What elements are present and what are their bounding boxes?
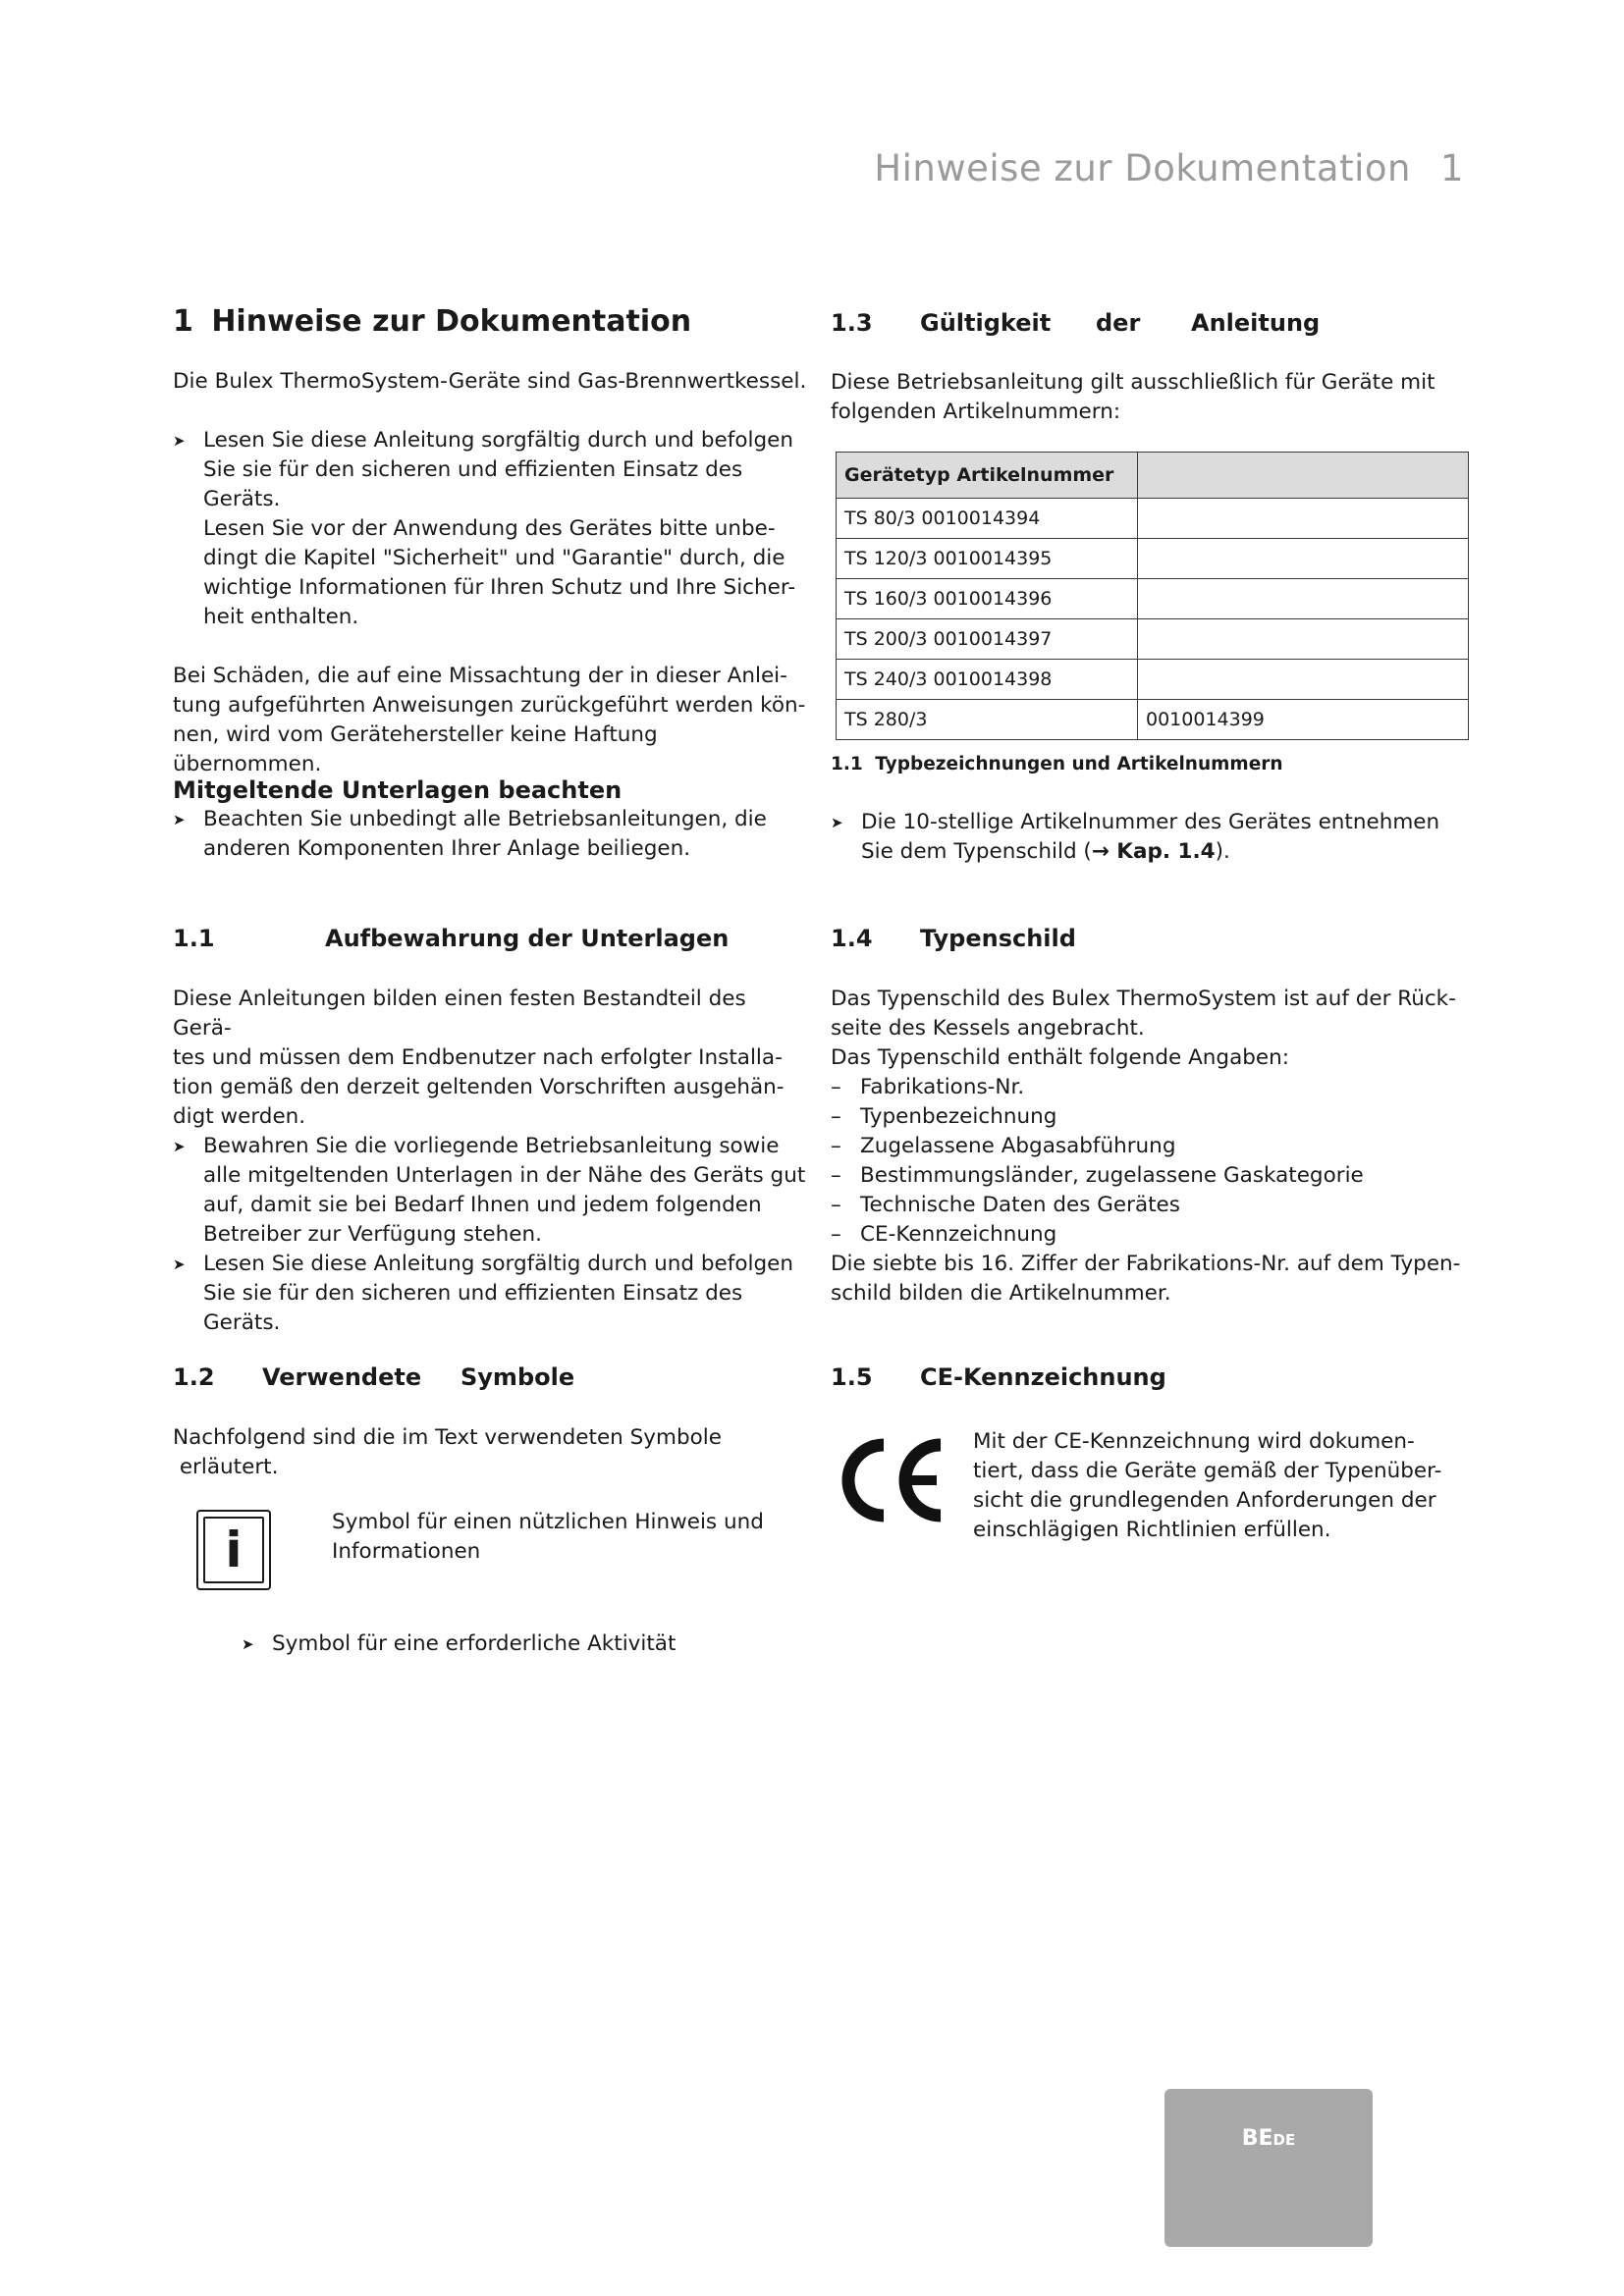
section-1-5-title: CE-Kennzeichnung: [920, 1363, 1166, 1391]
text-line: folgenden Artikelnummern:: [831, 400, 1121, 424]
section-1-4: [831, 923, 1469, 954]
running-header-title: Hinweise zur Dokumentation: [874, 147, 1411, 189]
text-line: tung aufgeführten Anweisungen zurückgeführt werden kön-: [173, 693, 806, 718]
table-cell: TS 280/3: [837, 700, 1138, 740]
section-1-bullet-1: [173, 426, 811, 632]
text-line: Lesen Sie vor der Anwendung des Gerätes bitte unbe-: [203, 516, 776, 541]
text-line: Diese Anleitungen bilden einen festen Bestandteil des Gerä-: [173, 987, 746, 1041]
table-cell: TS 120/3 0010014395: [837, 539, 1138, 579]
text-line: anderen Komponenten Ihrer Anlage beiliegen.: [203, 836, 691, 861]
section-1-2-title-word-2: Symbole: [460, 1363, 575, 1391]
text-line: dingt die Kapitel "Sicherheit" und "Garantie" durch, die: [203, 546, 785, 570]
action-bullet: [242, 1629, 831, 1659]
table-header-row: [837, 453, 1469, 499]
list-item: – Typenbezeichnung: [831, 1102, 1469, 1132]
table-row: [837, 579, 1469, 619]
text-line: Betreiber zur Verfügung stehen.: [203, 1222, 542, 1247]
info-icon: [196, 1510, 271, 1590]
table-row: [837, 499, 1469, 539]
running-header: [874, 147, 1464, 189]
text-line: Bei Schäden, die auf eine Missachtung der in dieser Anlei-: [173, 664, 787, 688]
ce-mark-icon: [835, 1431, 948, 1533]
table-caption: [831, 750, 1469, 779]
text-line: Die siebte bis 16. Ziffer der Fabrikations-Nr. auf dem Typen-: [831, 1252, 1461, 1276]
table-cell: 0010014399: [1138, 700, 1469, 740]
related-documents-block: [173, 775, 811, 864]
table-caption-text: Typbezeichnungen und Artikelnummern: [875, 754, 1283, 774]
section-1-4-heading: [831, 923, 1469, 954]
language-tab-language: DE: [1272, 2131, 1296, 2149]
text-line: Mit der CE-Kennzeichnung wird dokumen-: [973, 1429, 1415, 1454]
section-1-heading: [173, 302, 811, 342]
table-cell: TS 80/3 0010014394: [837, 499, 1138, 539]
text-line: erläutert.: [173, 1455, 279, 1479]
text-line: tiert, dass die Geräte gemäß der Typenüber-: [973, 1459, 1442, 1483]
text-line: tion gemäß den derzeit geltenden Vorschriften ausgehän-: [173, 1075, 785, 1099]
action-bullet: [173, 805, 811, 864]
table-cell: TS 160/3 0010014396: [837, 579, 1138, 619]
text-line: ➤ Symbol für eine erforderliche Aktivität: [272, 1631, 677, 1656]
text-line: [861, 837, 1469, 867]
section-1-2-heading: [173, 1362, 811, 1393]
table-cell: [1138, 579, 1469, 619]
text-line: digt werden.: [173, 1104, 306, 1129]
list-item: – Zugelassene Abgasabführung: [831, 1132, 1469, 1161]
section-1-2: [173, 1362, 811, 1393]
language-tab-country: BE: [1241, 2126, 1273, 2151]
section-1-3-title-word-2: der: [1096, 309, 1141, 337]
section-1-3-heading: [831, 307, 1469, 339]
type-table: [836, 452, 1469, 740]
section-1-2-title-word-1: Verwendete: [262, 1363, 422, 1391]
table-cell: [1138, 539, 1469, 579]
table-row: [837, 700, 1469, 740]
action-bullet: [173, 426, 811, 632]
table-row: [837, 619, 1469, 660]
section-1-3-number: 1.3: [831, 309, 873, 337]
section-1-1: [173, 923, 811, 954]
text-line: seite des Kessels angebracht.: [831, 1016, 1145, 1041]
list-item: – Technische Daten des Gerätes: [831, 1191, 1469, 1220]
text-line: tes und müssen dem Endbenutzer nach erfolgter Installa-: [173, 1045, 783, 1070]
running-header-chapter: 1: [1439, 147, 1464, 189]
section-1-5: [831, 1362, 1469, 1393]
text-line: Sie sie für den sicheren und effizienten Einsatz des: [203, 457, 743, 482]
section-1-3-title-word-1: Gültigkeit: [920, 309, 1052, 337]
text-line: Geräts.: [203, 487, 281, 511]
ce-description: [973, 1427, 1484, 1545]
section-1-4-body: [831, 985, 1469, 1308]
text-line: ➤ Lesen Sie diese Anleitung sorgfältig durch und befolgen: [203, 428, 793, 453]
section-1-2-intro: [173, 1423, 811, 1482]
section-1-1-body: [173, 985, 811, 1338]
language-tab: [1164, 2089, 1373, 2247]
text-line: schild bilden die Artikelnummer.: [831, 1281, 1171, 1306]
text-line: ➤ Lesen Sie diese Anleitung sorgfältig durch und befolgen: [203, 1252, 793, 1276]
text-line: ➤ Die 10-stellige Artikelnummer des Gerätes entnehmen: [861, 810, 1440, 834]
section-1-intro-block: [173, 367, 811, 397]
action-bullet: [173, 1132, 811, 1250]
text-line: nen, wird vom Gerätehersteller keine Haftung übernommen.: [173, 722, 658, 776]
text-line: Informationen: [332, 1539, 481, 1564]
text-line: Diese Betriebsanleitung gilt ausschließlich für Geräte mit: [831, 370, 1435, 395]
info-symbol-description: [332, 1508, 803, 1567]
text-line: einschlägigen Richtlinien erfüllen.: [973, 1518, 1331, 1542]
text-line: Das Typenschild enthält folgende Angaben:: [831, 1045, 1289, 1070]
text-line: wichtige Informationen für Ihren Schutz und Ihre Sicher-: [203, 575, 796, 600]
info-icon-glyph: i: [203, 1517, 264, 1583]
table-row: [837, 660, 1469, 700]
text-line: Symbol für einen nützlichen Hinweis und: [332, 1510, 764, 1534]
text-line: alle mitgeltenden Unterlagen in der Nähe des Geräts gut: [203, 1163, 806, 1188]
section-1-4-title: Typenschild: [920, 925, 1076, 952]
section-1-3-intro: [831, 368, 1469, 427]
text-segment: ).: [1215, 839, 1230, 864]
text-line: heit enthalten.: [203, 605, 359, 629]
section-1-3-title-word-3: Anleitung: [1191, 309, 1321, 337]
list-item: – Bestimmungsländer, zugelassene Gaskategorie: [831, 1161, 1469, 1191]
section-1-5-number: 1.5: [831, 1363, 873, 1391]
activity-symbol-description: [242, 1629, 831, 1659]
section-1-number: 1: [173, 304, 193, 339]
text-line: Nachfolgend sind die im Text verwendeten Symbole: [173, 1425, 722, 1450]
section-1-5-heading: [831, 1362, 1469, 1393]
table-row: [837, 539, 1469, 579]
related-documents-heading: Mitgeltende Unterlagen beachten: [173, 776, 623, 804]
table-cell: [1138, 499, 1469, 539]
section-1-4-number: 1.4: [831, 925, 873, 952]
action-bullet: [831, 808, 1469, 867]
section-1-intro: Die Bulex ThermoSystem-Geräte sind Gas-Brennwertkessel.: [173, 369, 807, 394]
text-line: auf, damit sie bei Bedarf Ihnen und jedem folgenden: [203, 1193, 762, 1217]
text-line: ➤ Beachten Sie unbedingt alle Betriebsanleitungen, die: [203, 807, 767, 831]
language-tab-label: [1164, 2126, 1373, 2151]
table-cell: [1138, 619, 1469, 660]
text-line: sicht die grundlegenden Anforderungen der: [973, 1488, 1436, 1513]
action-bullet: [173, 1250, 811, 1338]
type-table-wrapper: [836, 452, 1469, 740]
liability-paragraph: [173, 662, 811, 779]
section-1-3-bullet: [831, 808, 1469, 867]
section-1-3: [831, 307, 1469, 339]
section-1: [173, 302, 811, 342]
list-item: – CE-Kennzeichnung: [831, 1220, 1469, 1250]
chapter-reference-link[interactable]: → Kap. 1.4: [1091, 839, 1216, 864]
text-line: ➤ Bewahren Sie die vorliegende Betriebsanleitung sowie: [203, 1134, 780, 1158]
section-1-title: Hinweise zur Dokumentation: [211, 304, 692, 339]
section-1-2-number: 1.2: [173, 1363, 215, 1391]
text-line: Sie sie für den sicheren und effizienten Einsatz des: [203, 1281, 743, 1306]
table-header-cell: Gerätetyp Artikelnummer: [837, 453, 1138, 499]
text-line: Geräts.: [203, 1310, 281, 1335]
list-item: – Fabrikations-Nr.: [831, 1073, 1469, 1102]
table-cell: TS 200/3 0010014397: [837, 619, 1138, 660]
table-caption-number: 1.1: [831, 754, 863, 774]
section-1-1-number: 1.1: [173, 925, 215, 952]
table-cell: [1138, 660, 1469, 700]
text-line: Das Typenschild des Bulex ThermoSystem ist auf der Rück-: [831, 987, 1456, 1011]
text-segment: Sie dem Typenschild (: [861, 839, 1092, 864]
section-1-1-heading: [173, 923, 811, 954]
table-header-cell: [1138, 453, 1469, 499]
section-1-1-title: Aufbewahrung der Unterlagen: [325, 925, 730, 952]
table-cell: TS 240/3 0010014398: [837, 660, 1138, 700]
